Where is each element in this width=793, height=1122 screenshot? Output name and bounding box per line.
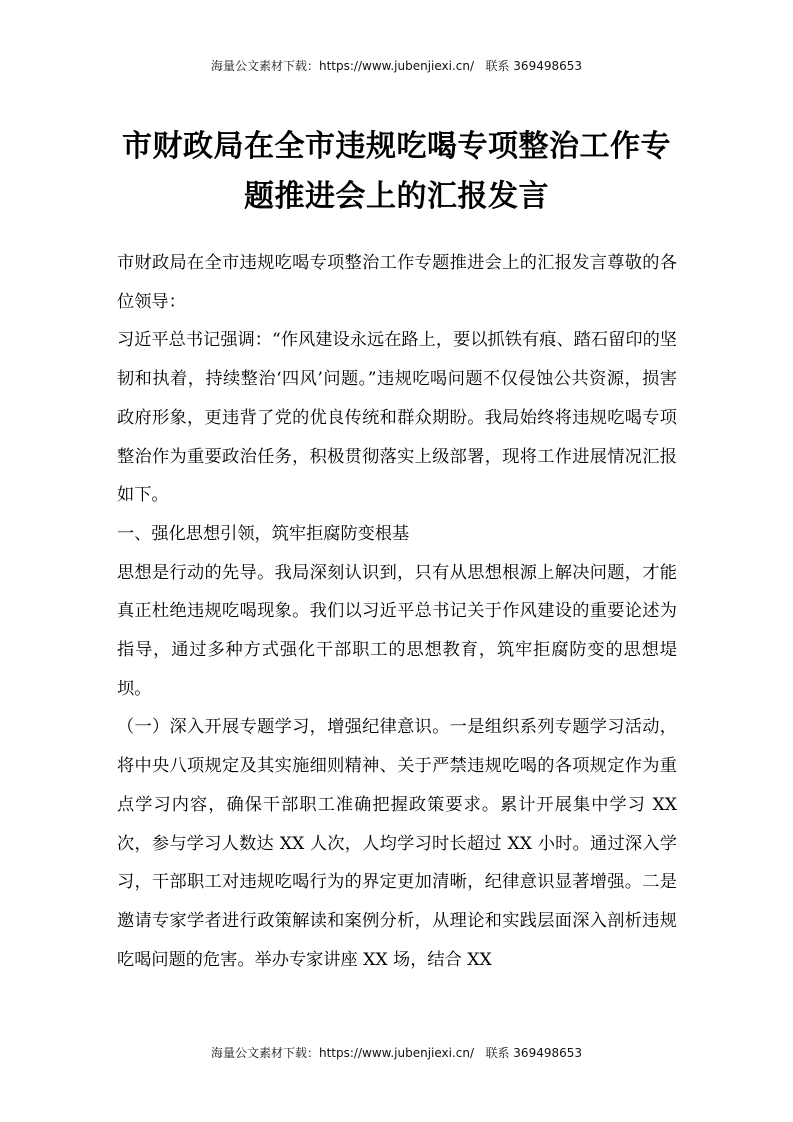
title-line-1: 市财政局在全市违规吃喝专项整治工作专 <box>122 129 671 164</box>
footer-text: 海量公文素材下载：https://www.jubenjiexi.cn/ 联系 369498653 <box>210 1046 583 1060</box>
title-line-2: 题推进会上的汇报发言 <box>244 179 549 214</box>
document-title <box>110 122 683 222</box>
paragraph-opening: 市财政局在全市违规吃喝专项整治工作专题推进会上的汇报发言尊敬的各位领导： <box>117 253 677 312</box>
page-footer <box>0 1045 793 1061</box>
paragraph-subsection-1: （一）深入开展专题学习，增强纪律意识。一是组织系列专题学习活动，将中央八项规定及其实施细则精神、关于严禁违规吃喝的各项规定作为重点学习内容，确保干部职工准确把握政策要求。累计开展集中学习 XX 次，参与学习人数达 XX 人次，人均学习时长超过 XX 小时。通过深入学习，干部职工对违规吃喝行为的界定更加清晰，纪律意识显著增强。二是邀请专家学者进行政策解读和案例分析，从理论和实践层面深入剖析违规吃喝问题的危害。举办专家讲座 XX 场，结合 XX <box>117 717 677 970</box>
paragraph-section-1: 思想是行动的先导。我局深刻认识到，只有从思想根源上解决问题，才能真正杜绝违规吃喝现象。我们以习近平总书记关于作风建设的重要论述为指导，通过多种方式强化干部职工的思想教育，筑牢拒腐防变的思想堤坝。 <box>117 562 677 699</box>
document-body <box>117 244 677 979</box>
section-heading-1: 一、强化思想引领，筑牢拒腐防变根基 <box>117 523 410 544</box>
page-header <box>0 58 793 74</box>
paragraph-intro: 习近平总书记强调：“作风建设永远在路上，要以抓铁有痕、踏石留印的坚韧和执着，持续整治‘四风’问题。”违规吃喝问题不仅侵蚀公共资源，损害政府形象，更违背了党的优良传统和群众期盼。我局始终将违规吃喝专项整治作为重要政治任务，积极贯彻落实上级部署，现将工作进展情况汇报如下。 <box>117 330 677 506</box>
header-text: 海量公文素材下载：https://www.jubenjiexi.cn/ 联系 369498653 <box>210 59 583 73</box>
